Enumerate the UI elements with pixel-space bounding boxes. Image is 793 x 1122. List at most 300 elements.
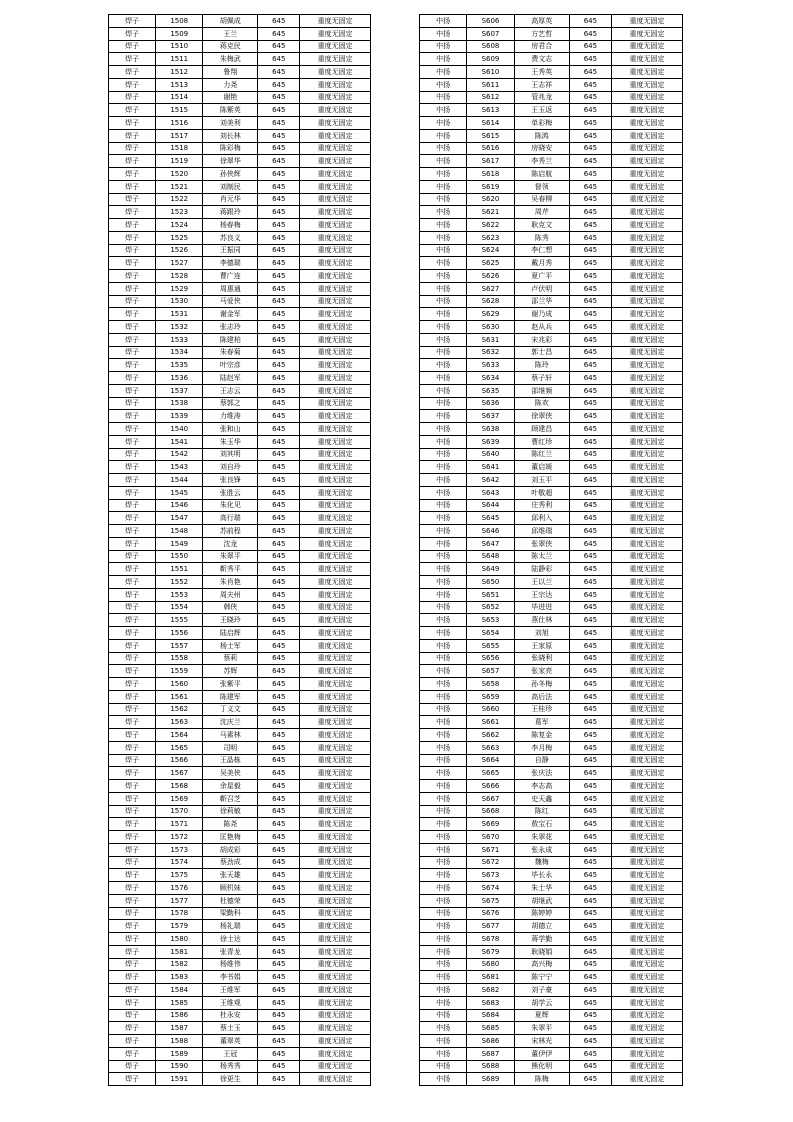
category-cell: 重度无固定 [611,537,682,550]
area-cell: 焊子 [109,690,156,703]
name-cell: 费文志 [514,53,569,66]
category-cell: 重度无固定 [300,308,371,321]
category-cell: 重度无固定 [300,372,371,385]
amount-cell: 645 [258,550,300,563]
name-cell: 张家亮 [514,665,569,678]
category-cell: 重度无固定 [611,1047,682,1060]
name-cell: 陈婷婷 [514,907,569,920]
name-cell: 王宗达 [514,588,569,601]
category-cell: 重度无固定 [300,703,371,716]
category-cell: 重度无固定 [300,117,371,130]
area-cell: 焊子 [109,1047,156,1060]
name-cell: 蒋学勤 [514,933,569,946]
category-cell: 重度无固定 [300,818,371,831]
name-cell: 靳秀平 [203,563,258,576]
amount-cell: 645 [569,117,611,130]
id-cell: S687 [467,1047,514,1060]
area-cell: 焊子 [109,499,156,512]
category-cell: 重度无固定 [300,1060,371,1073]
area-cell: 焊子 [109,359,156,372]
category-cell: 重度无固定 [300,397,371,410]
table-row [420,1035,683,1048]
amount-cell: 645 [569,563,611,576]
category-cell: 重度无固定 [300,627,371,640]
area-cell: 焊子 [109,588,156,601]
table-row [109,15,371,28]
table-row [420,869,683,882]
name-cell: 李德瑞 [203,257,258,270]
area-cell: 中扬 [420,958,467,971]
name-cell: 王志祥 [514,78,569,91]
amount-cell: 645 [258,869,300,882]
name-cell: 徐翠华 [203,155,258,168]
id-cell: 1567 [156,767,203,780]
amount-cell: 645 [569,244,611,257]
amount-cell: 645 [569,537,611,550]
area-cell: 焊子 [109,716,156,729]
category-cell: 重度无固定 [611,601,682,614]
table-row [109,831,371,844]
amount-cell: 645 [258,346,300,359]
name-cell: 杜德荣 [203,894,258,907]
amount-cell: 645 [569,193,611,206]
id-cell: 1560 [156,678,203,691]
table-row [109,168,371,181]
name-cell: 孙冬梅 [514,678,569,691]
amount-cell: 645 [258,856,300,869]
amount-cell: 645 [258,219,300,232]
name-cell: 邵兰华 [514,295,569,308]
table-row [420,563,683,576]
id-cell: S614 [467,117,514,130]
area-cell: 焊子 [109,308,156,321]
area-cell: 焊子 [109,805,156,818]
id-cell: S669 [467,818,514,831]
amount-cell: 645 [258,321,300,334]
category-cell: 重度无固定 [611,703,682,716]
id-cell: S678 [467,933,514,946]
id-cell: 1562 [156,703,203,716]
category-cell: 重度无固定 [611,627,682,640]
category-cell: 重度无固定 [300,996,371,1009]
name-cell: 王秀英 [514,66,569,79]
name-cell: 杨秀秀 [203,1060,258,1073]
category-cell: 重度无固定 [611,1022,682,1035]
table-row [109,91,371,104]
amount-cell: 645 [569,805,611,818]
area-cell: 中扬 [420,1060,467,1073]
category-cell: 重度无固定 [300,971,371,984]
name-cell: 陆静彩 [514,563,569,576]
table-row [420,168,683,181]
area-cell: 焊子 [109,193,156,206]
table-row [420,257,683,270]
id-cell: S648 [467,550,514,563]
name-cell: 陈彩梅 [203,142,258,155]
area-cell: 中扬 [420,882,467,895]
category-cell: 重度无固定 [611,129,682,142]
amount-cell: 645 [258,678,300,691]
area-cell: 中扬 [420,563,467,576]
name-cell: 杨维伟 [203,958,258,971]
id-cell: 1518 [156,142,203,155]
area-cell: 中扬 [420,741,467,754]
amount-cell: 645 [258,435,300,448]
table-row [420,1060,683,1073]
category-cell: 重度无固定 [611,805,682,818]
id-cell: 1536 [156,372,203,385]
area-cell: 焊子 [109,601,156,614]
name-cell: 叶宗彦 [203,359,258,372]
id-cell: S606 [467,15,514,28]
name-cell: 刘子豪 [514,984,569,997]
name-cell: 张翠侠 [514,537,569,550]
table-row [420,384,683,397]
category-cell: 重度无固定 [300,384,371,397]
amount-cell: 645 [258,780,300,793]
id-cell: 1524 [156,219,203,232]
amount-cell: 645 [569,435,611,448]
amount-cell: 645 [258,372,300,385]
amount-cell: 645 [258,397,300,410]
table-row [420,690,683,703]
id-cell: 1539 [156,410,203,423]
name-cell: 顾机妹 [203,882,258,895]
area-cell: 焊子 [109,856,156,869]
name-cell: 杨士军 [203,639,258,652]
name-cell: 刘自玲 [203,461,258,474]
area-cell: 中扬 [420,40,467,53]
category-cell: 重度无固定 [611,486,682,499]
area-cell: 中扬 [420,525,467,538]
category-cell: 重度无固定 [611,678,682,691]
category-cell: 重度无固定 [611,869,682,882]
category-cell: 重度无固定 [611,333,682,346]
category-cell: 重度无固定 [300,678,371,691]
category-cell: 重度无固定 [300,958,371,971]
category-cell: 重度无固定 [300,78,371,91]
amount-cell: 645 [569,754,611,767]
amount-cell: 645 [569,346,611,359]
name-cell: 张志玲 [203,321,258,334]
id-cell: 1535 [156,359,203,372]
area-cell: 中扬 [420,678,467,691]
table-row [109,716,371,729]
area-cell: 中扬 [420,78,467,91]
area-cell: 焊子 [109,155,156,168]
category-cell: 重度无固定 [611,996,682,1009]
category-cell: 重度无固定 [300,27,371,40]
table-row [420,435,683,448]
category-cell: 重度无固定 [611,958,682,971]
name-cell: 王晶栋 [203,754,258,767]
area-cell: 焊子 [109,397,156,410]
amount-cell: 645 [569,652,611,665]
area-cell: 中扬 [420,435,467,448]
table-row [109,780,371,793]
area-cell: 焊子 [109,474,156,487]
category-cell: 重度无固定 [300,856,371,869]
amount-cell: 645 [569,601,611,614]
id-cell: S623 [467,231,514,244]
category-cell: 重度无固定 [611,639,682,652]
id-cell: 1588 [156,1035,203,1048]
table-row [109,703,371,716]
category-cell: 重度无固定 [300,15,371,28]
name-cell: 蔡莉 [203,652,258,665]
category-cell: 重度无固定 [611,435,682,448]
area-cell: 中扬 [420,639,467,652]
name-cell: 朱翠平 [203,550,258,563]
name-cell: 肖元华 [203,193,258,206]
name-cell: 单彩梅 [514,117,569,130]
id-cell: S646 [467,525,514,538]
category-cell: 重度无固定 [300,359,371,372]
category-cell: 重度无固定 [300,244,371,257]
area-cell: 焊子 [109,907,156,920]
area-cell: 焊子 [109,614,156,627]
amount-cell: 645 [569,831,611,844]
amount-cell: 645 [258,1009,300,1022]
table-row [420,767,683,780]
id-cell: S624 [467,244,514,257]
id-cell: S628 [467,295,514,308]
amount-cell: 645 [569,499,611,512]
name-cell: 胡德立 [514,920,569,933]
category-cell: 重度无固定 [300,257,371,270]
name-cell: 陈紫英 [203,104,258,117]
area-cell: 焊子 [109,754,156,767]
name-cell: 毕长永 [514,869,569,882]
area-cell: 中扬 [420,1009,467,1022]
amount-cell: 645 [258,1022,300,1035]
name-cell: 曹红珍 [514,435,569,448]
id-cell: 1587 [156,1022,203,1035]
area-cell: 中扬 [420,818,467,831]
area-cell: 中扬 [420,576,467,589]
category-cell: 重度无固定 [611,614,682,627]
name-cell: 王家原 [514,639,569,652]
table-row [109,78,371,91]
area-cell: 中扬 [420,1073,467,1086]
area-cell: 焊子 [109,537,156,550]
area-cell: 焊子 [109,91,156,104]
name-cell: 刘长林 [203,129,258,142]
name-cell: 夏辉 [514,1009,569,1022]
id-cell: S644 [467,499,514,512]
category-cell: 重度无固定 [300,270,371,283]
area-cell: 中扬 [420,537,467,550]
name-cell: 蒋跟玲 [203,206,258,219]
amount-cell: 645 [258,525,300,538]
category-cell: 重度无固定 [611,91,682,104]
id-cell: S667 [467,792,514,805]
amount-cell: 645 [569,678,611,691]
area-cell: 焊子 [109,984,156,997]
id-cell: 1579 [156,920,203,933]
table-row [420,716,683,729]
amount-cell: 645 [569,40,611,53]
id-cell: 1559 [156,665,203,678]
category-cell: 重度无固定 [611,933,682,946]
table-row [109,614,371,627]
category-cell: 重度无固定 [300,652,371,665]
amount-cell: 645 [258,741,300,754]
category-cell: 重度无固定 [611,716,682,729]
amount-cell: 645 [569,461,611,474]
table-row [420,180,683,193]
amount-cell: 645 [258,270,300,283]
area-cell: 焊子 [109,410,156,423]
id-cell: S633 [467,359,514,372]
id-cell: 1541 [156,435,203,448]
category-cell: 重度无固定 [300,1009,371,1022]
area-cell: 中扬 [420,282,467,295]
category-cell: 重度无固定 [611,525,682,538]
id-cell: 1582 [156,958,203,971]
id-cell: S607 [467,27,514,40]
table-row [109,1022,371,1035]
area-cell: 中扬 [420,486,467,499]
area-cell: 中扬 [420,920,467,933]
amount-cell: 645 [258,588,300,601]
id-cell: 1561 [156,690,203,703]
amount-cell: 645 [569,206,611,219]
id-cell: 1555 [156,614,203,627]
amount-cell: 645 [569,907,611,920]
area-cell: 中扬 [420,588,467,601]
id-cell: S675 [467,894,514,907]
name-cell: 董启媛 [514,461,569,474]
category-cell: 重度无固定 [611,117,682,130]
table-row [109,678,371,691]
amount-cell: 645 [258,843,300,856]
category-cell: 重度无固定 [611,142,682,155]
name-cell: 王维观 [203,996,258,1009]
name-cell: 耿克文 [514,219,569,232]
area-cell: 焊子 [109,703,156,716]
area-cell: 焊子 [109,792,156,805]
name-cell: 张永成 [514,843,569,856]
name-cell: 陈欢 [514,397,569,410]
category-cell: 重度无固定 [611,474,682,487]
area-cell: 焊子 [109,423,156,436]
name-cell: 敖宝石 [514,818,569,831]
id-cell: 1517 [156,129,203,142]
table-row [420,958,683,971]
area-cell: 中扬 [420,359,467,372]
name-cell: 张天雄 [203,869,258,882]
category-cell: 重度无固定 [300,843,371,856]
id-cell: 1519 [156,155,203,168]
id-cell: S642 [467,474,514,487]
area-cell: 焊子 [109,525,156,538]
name-cell: 燕仕林 [514,614,569,627]
amount-cell: 645 [569,1022,611,1035]
name-cell: 王志云 [203,384,258,397]
name-cell: 朱士华 [514,882,569,895]
amount-cell: 645 [258,359,300,372]
name-cell: 王振同 [203,244,258,257]
category-cell: 重度无固定 [300,767,371,780]
amount-cell: 645 [258,231,300,244]
table-row [420,270,683,283]
table-row [420,91,683,104]
amount-cell: 645 [569,397,611,410]
name-cell: 庄秀利 [514,499,569,512]
name-cell: 朱翠花 [514,831,569,844]
category-cell: 重度无固定 [300,882,371,895]
table-row [109,308,371,321]
amount-cell: 645 [569,690,611,703]
id-cell: S630 [467,321,514,334]
amount-cell: 645 [258,461,300,474]
name-cell: 陈秀 [514,231,569,244]
name-cell: 陈宁宁 [514,971,569,984]
id-cell: S647 [467,537,514,550]
area-cell: 中扬 [420,244,467,257]
amount-cell: 645 [569,66,611,79]
amount-cell: 645 [569,614,611,627]
amount-cell: 645 [569,639,611,652]
area-cell: 中扬 [420,384,467,397]
table-row [109,448,371,461]
category-cell: 重度无固定 [300,206,371,219]
amount-cell: 645 [569,550,611,563]
name-cell: 朱玉华 [203,435,258,448]
area-cell: 中扬 [420,321,467,334]
category-cell: 重度无固定 [300,180,371,193]
amount-cell: 645 [569,53,611,66]
table-row [420,512,683,525]
amount-cell: 645 [258,996,300,1009]
name-cell: 周夫州 [203,588,258,601]
id-cell: S654 [467,627,514,640]
amount-cell: 645 [258,665,300,678]
area-cell: 焊子 [109,894,156,907]
area-cell: 中扬 [420,984,467,997]
category-cell: 重度无固定 [300,423,371,436]
id-cell: S616 [467,142,514,155]
category-cell: 重度无固定 [300,741,371,754]
amount-cell: 645 [258,308,300,321]
table-row [109,805,371,818]
id-cell: S618 [467,168,514,181]
id-cell: 1509 [156,27,203,40]
name-cell: 张紫平 [203,678,258,691]
table-row [109,754,371,767]
name-cell: 马素林 [203,729,258,742]
category-cell: 重度无固定 [300,576,371,589]
table-row [109,155,371,168]
amount-cell: 645 [258,410,300,423]
category-cell: 重度无固定 [611,576,682,589]
area-cell: 中扬 [420,499,467,512]
name-cell: 张胜云 [203,486,258,499]
table-row [109,729,371,742]
id-cell: 1533 [156,333,203,346]
amount-cell: 645 [258,15,300,28]
table-row [420,665,683,678]
table-row [420,780,683,793]
category-cell: 重度无固定 [611,104,682,117]
table-row [420,550,683,563]
table-row [109,321,371,334]
name-cell: 陆赵军 [203,372,258,385]
table-row [420,1022,683,1035]
id-cell: 1574 [156,856,203,869]
table-row [109,971,371,984]
